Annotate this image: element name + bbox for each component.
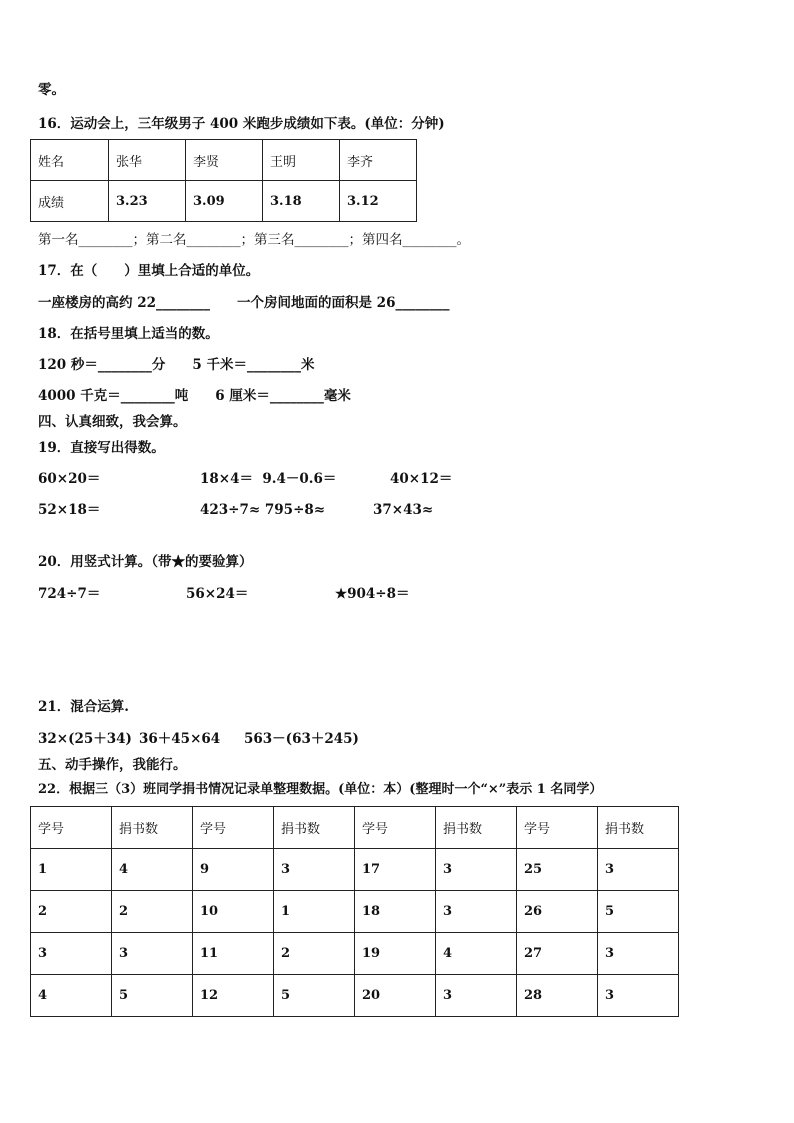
table-cell: 18 [355,891,436,933]
table-row [31,807,679,849]
table-row [31,975,679,1017]
q20-item: ★904÷8＝ [335,586,410,602]
question-16: 16．运动会上，三年级男子 400 米跑步成绩如下表。(单位：分钟) [38,116,445,132]
table-cell: 4 [112,849,193,891]
q21-item: 32×(25＋34) [38,731,132,747]
table-cell: 5 [598,891,679,933]
table-cell: 捐书数 [436,807,517,849]
table-cell: 捐书数 [112,807,193,849]
table-cell: 姓名 [31,140,109,181]
table-cell: 26 [517,891,598,933]
table-cell: 4 [31,975,112,1017]
question-19: 19．直接写出得数。 [38,440,165,456]
table-cell: 10 [193,891,274,933]
table-cell: 1 [274,891,355,933]
table-cell: 28 [517,975,598,1017]
question-22: 22．根据三（3）班同学捐书情况记录单整理数据。(单位：本）(整理时一个“×”表示 1 名同学） [38,782,603,797]
question-17: 17．在（ ）里填上合适的单位。 [38,263,260,279]
table-row [31,181,417,222]
score-table [30,139,417,222]
table-cell: 1 [31,849,112,891]
table-cell: 3 [436,849,517,891]
table-cell: 3 [598,849,679,891]
table-cell: 3.12 [340,181,417,222]
table-cell: 成绩 [31,181,109,222]
table-row [31,933,679,975]
table-cell: 11 [193,933,274,975]
table-cell: 2 [112,891,193,933]
table-cell: 3 [598,933,679,975]
question-20: 20．用竖式计算。（带★的要验算） [38,554,253,570]
table-cell: 3.09 [186,181,263,222]
q19-item: 52×18＝ [38,502,101,518]
q20-item: 56×24＝ [186,586,249,602]
table-cell: 捐书数 [274,807,355,849]
question-18: 18．在括号里填上适当的数。 [38,326,219,342]
question-16-answer: 第一名________；第二名________；第三名________；第四名________。 [38,232,470,248]
table-cell: 3 [112,933,193,975]
table-cell: 学号 [193,807,274,849]
table-cell: 李贤 [186,140,263,181]
q21-item: 563－(63＋245) [244,731,359,747]
table-cell: 5 [274,975,355,1017]
table-cell: 20 [355,975,436,1017]
table-row [31,891,679,933]
table-cell: 李齐 [340,140,417,181]
continuation-text: 零。 [38,82,65,98]
table-cell: 9 [193,849,274,891]
table-cell: 2 [274,933,355,975]
q19-item: 18×4＝ 9.4－0.6＝ [200,471,337,487]
table-cell: 19 [355,933,436,975]
q19-item: 423÷7≈ 795÷8≈ [200,502,326,518]
q19-item: 40×12＝ [390,471,453,487]
question-18-line-a: 120 秒＝________分 5 千米＝________米 [38,357,315,373]
table-cell: 4 [436,933,517,975]
q21-item: 36＋45×64 [139,731,221,747]
section-5-heading: 五、动手操作，我能行。 [38,757,187,773]
table-cell: 学号 [31,807,112,849]
q19-item: 60×20＝ [38,471,101,487]
table-cell: 27 [517,933,598,975]
donation-table [30,806,679,1017]
question-18-line-b: 4000 千克＝________吨 6 厘米＝________毫米 [38,388,351,404]
table-cell: 3 [274,849,355,891]
q20-item: 724÷7＝ [38,586,101,602]
table-row [31,849,679,891]
table-cell: 12 [193,975,274,1017]
table-cell: 3 [436,891,517,933]
table-cell: 张华 [109,140,186,181]
table-cell: 3 [598,975,679,1017]
table-cell: 25 [517,849,598,891]
q19-item: 37×43≈ [373,502,434,518]
question-21: 21．混合运算. [38,699,129,715]
table-cell: 3.23 [109,181,186,222]
table-cell: 学号 [517,807,598,849]
table-cell: 王明 [263,140,340,181]
table-cell: 17 [355,849,436,891]
table-cell: 5 [112,975,193,1017]
table-cell: 3.18 [263,181,340,222]
table-row [31,140,417,181]
table-cell: 捐书数 [598,807,679,849]
table-cell: 3 [436,975,517,1017]
table-cell: 3 [31,933,112,975]
question-17-line: 一座楼房的高约 22________ 一个房间地面的面积是 26________ [38,295,450,311]
table-cell: 学号 [355,807,436,849]
table-cell: 2 [31,891,112,933]
section-4-heading: 四、认真细致，我会算。 [38,414,187,430]
